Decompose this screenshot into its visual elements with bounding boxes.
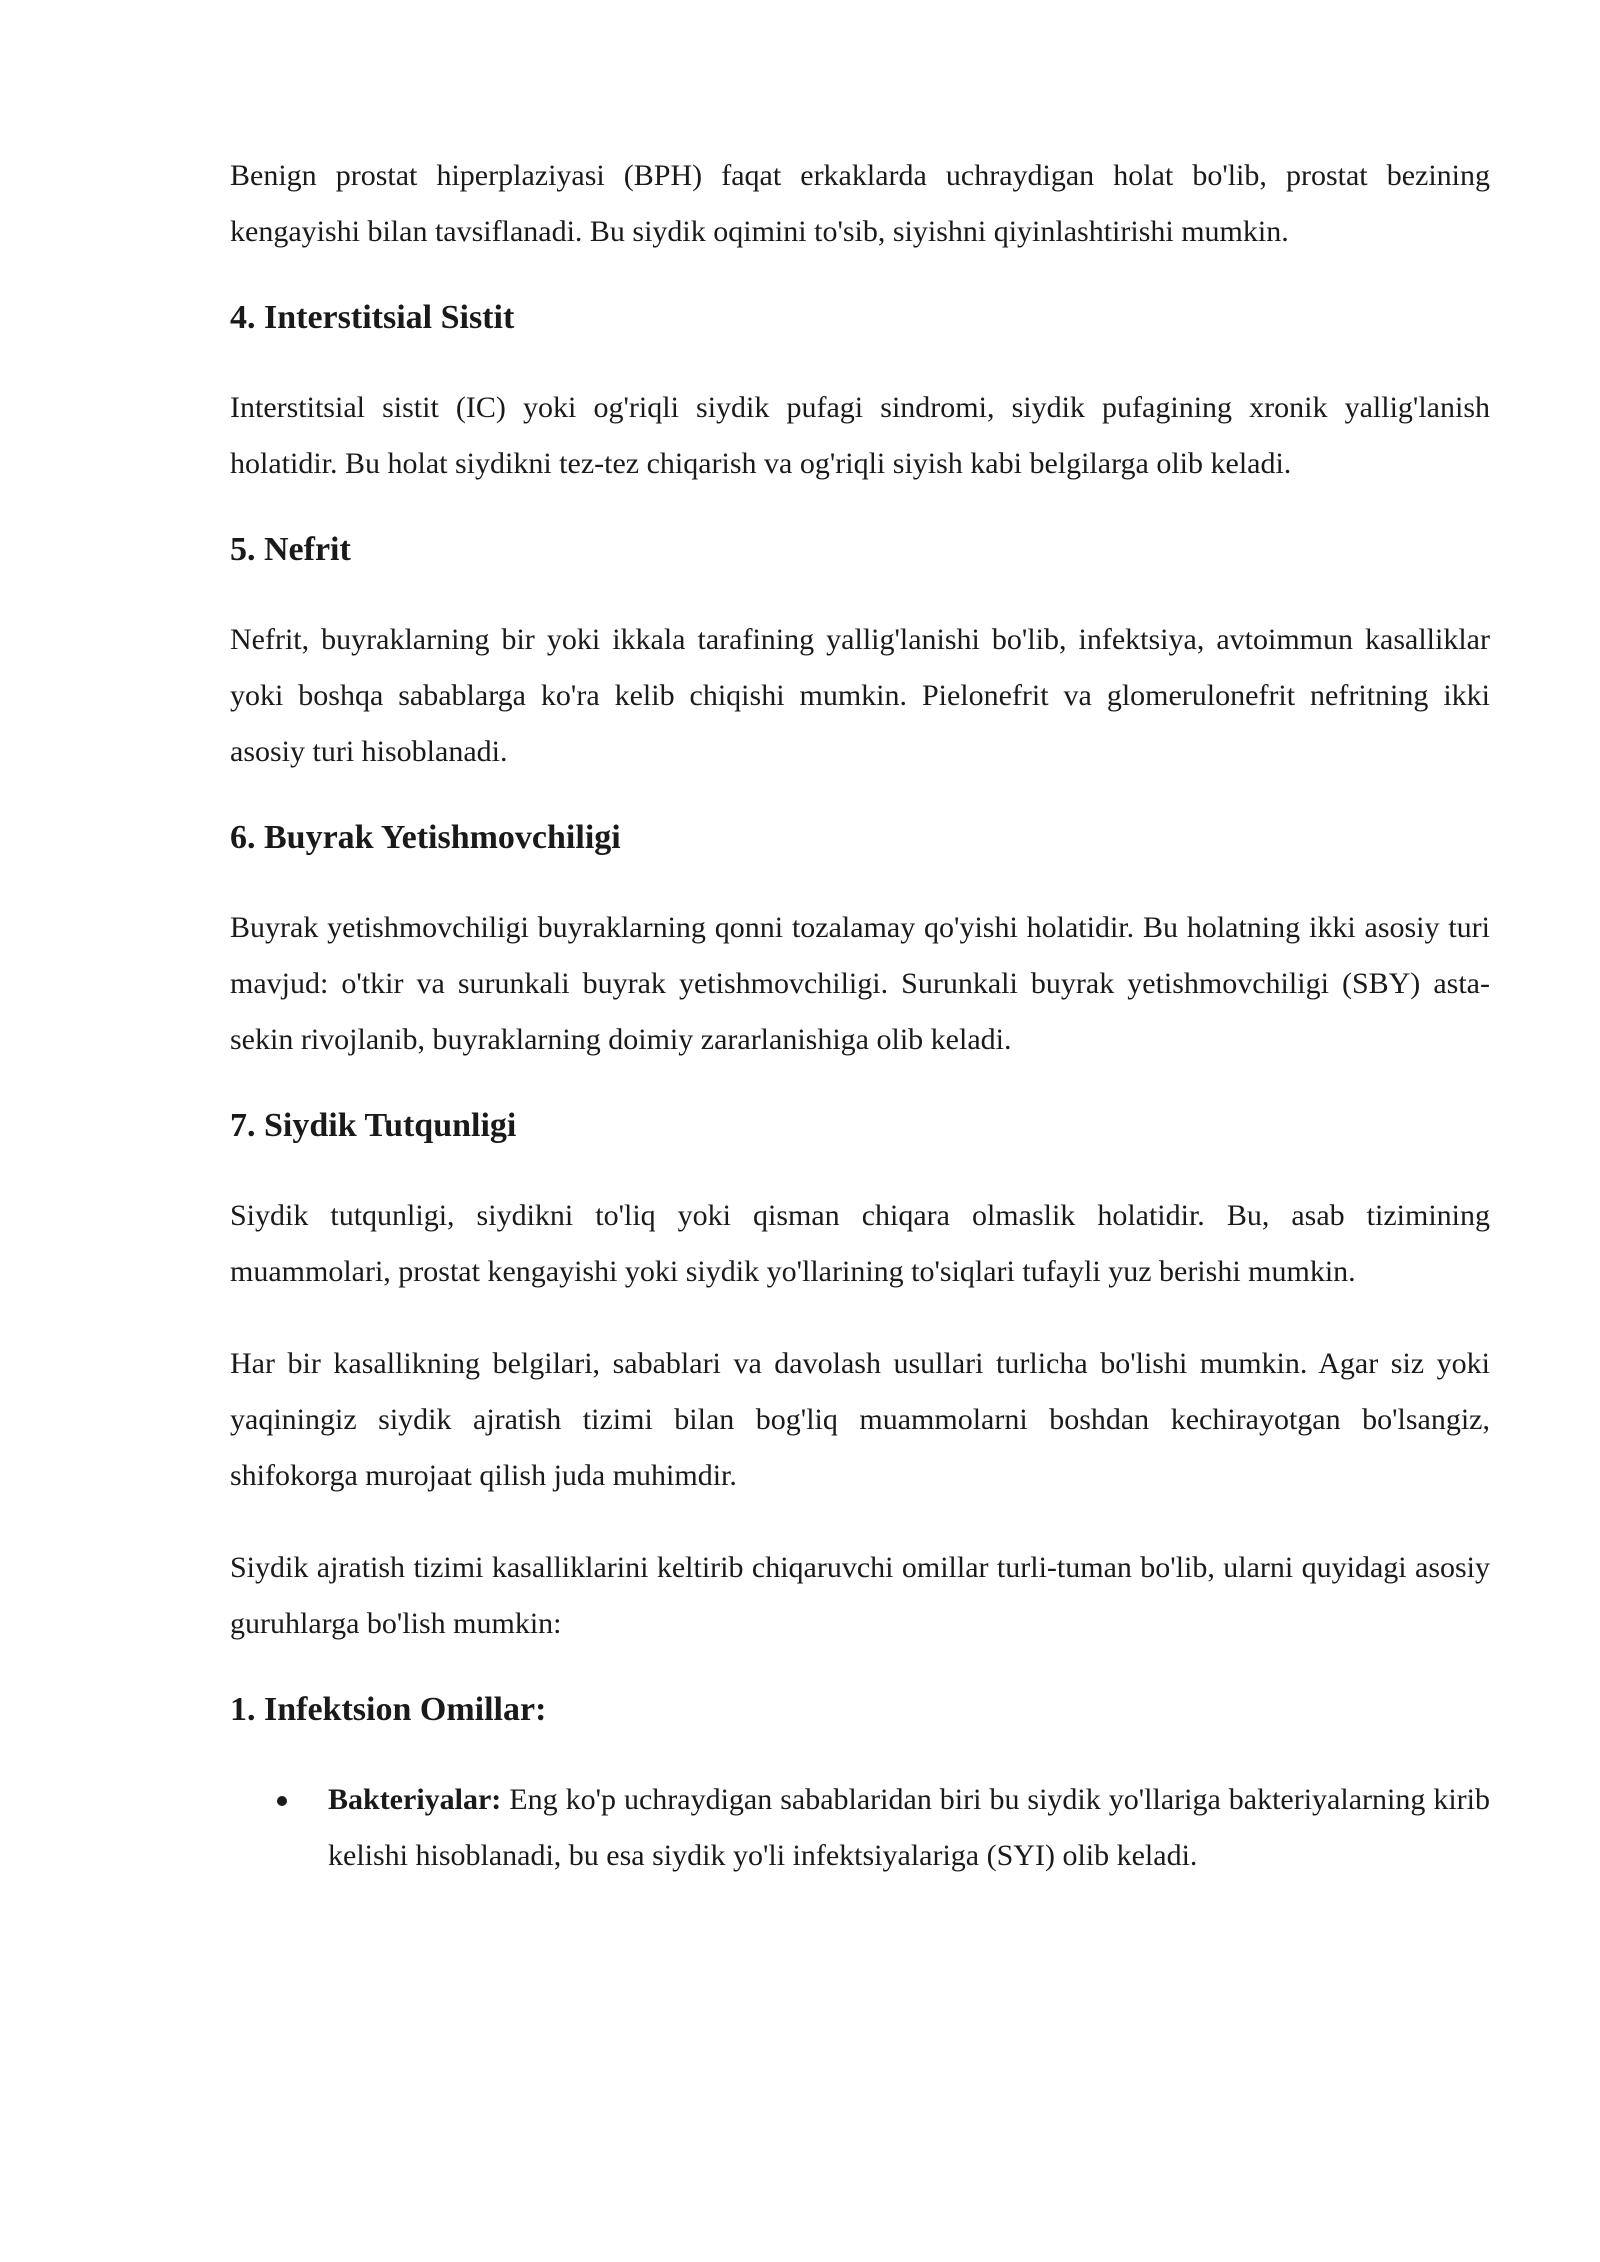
heading-nefrit: 5. Nefrit [230,531,351,568]
heading-buyrak-yetishmovchiligi: 6. Buyrak Yetishmovchiligi [230,819,621,856]
bullet-list [230,1772,1490,1884]
paragraph-interstitsial-sistit: Interstitsial sistit (IC) yoki og'riqli siydik pufagi sindromi, siydik pufagining xronik yallig'lanish holatidir. Bu holat siydikni tez-tez chiqarish va og'riqli siyish kabi belgilarga olib keladi. [230,391,1490,480]
bullet-dot-icon [277,1796,287,1806]
paragraph-siydik-tutqunligi: Siydik tutqunligi, siydikni to'liq yoki qisman chiqara olmaslik holatidir. Bu, asab tizimining muammolari, prostat kengayishi yoki siydik yo'llarining to'siqlari tufayli yuz berishi mumkin. [230,1199,1490,1288]
heading-siydik-tutqunligi: 7. Siydik Tutqunligi [230,1107,517,1144]
paragraph-buyrak-yetishmovchiligi: Buyrak yetishmovchiligi buyraklarning qonni tozalamay qo'yishi holatidir. Bu holatning ikki asosiy turi mavjud: o'tkir va surunkali buyrak yetishmovchiligi. Surunkali buyrak yetishmovchiligi (SBY) asta-sekin rivojlanib, buyraklarning doimiy zararlanishiga olib keladi. [230,911,1490,1056]
heading-infektsion-omillar: 1. Infektsion Omillar: [230,1691,547,1728]
paragraph-omillar-intro: Siydik ajratish tizimi kasalliklarini keltirib chiqaruvchi omillar turli-tuman bo'lib, ularni quyidagi asosiy guruhlarga bo'lish mumkin: [230,1551,1490,1640]
list-item-bakteriyalar [328,1772,1490,1884]
bullet-term: Bakteriyalar: [328,1783,502,1816]
paragraph-bph: Benign prostat hiperplaziyasi (BPH) faqat erkaklarda uchraydigan holat bo'lib, prostat bezining kengayishi bilan tavsiflanadi. Bu siydik oqimini to'sib, siyishni qiyinlashtirishi mumkin. [230,159,1490,248]
bullet-text: Eng ko'p uchraydigan sabablaridan biri bu siydik yo'llariga bakteriyalarning kirib kelishi hisoblanadi, bu esa siydik yo'li infektsiyalariga (SYI) olib keladi. [328,1783,1490,1872]
heading-interstitsial-sistit: 4. Interstitsial Sistit [230,299,515,336]
paragraph-general-advice: Har bir kasallikning belgilari, sabablari va davolash usullari turlicha bo'lishi mumkin. Agar siz yoki yaqiningiz siydik ajratish tizimi bilan bog'liq muammolarni boshdan kechirayotgan bo'lsangiz, shifokorga murojaat qilish juda muhimdir. [230,1347,1490,1492]
paragraph-nefrit: Nefrit, buyraklarning bir yoki ikkala tarafining yallig'lanishi bo'lib, infektsiya, avtoimmun kasalliklar yoki boshqa sabablarga ko'ra kelib chiqishi mumkin. Pielonefrit va glomerulonefrit nefritning ikki asosiy turi hisoblanadi. [230,623,1490,768]
document-page [230,148,1490,1884]
